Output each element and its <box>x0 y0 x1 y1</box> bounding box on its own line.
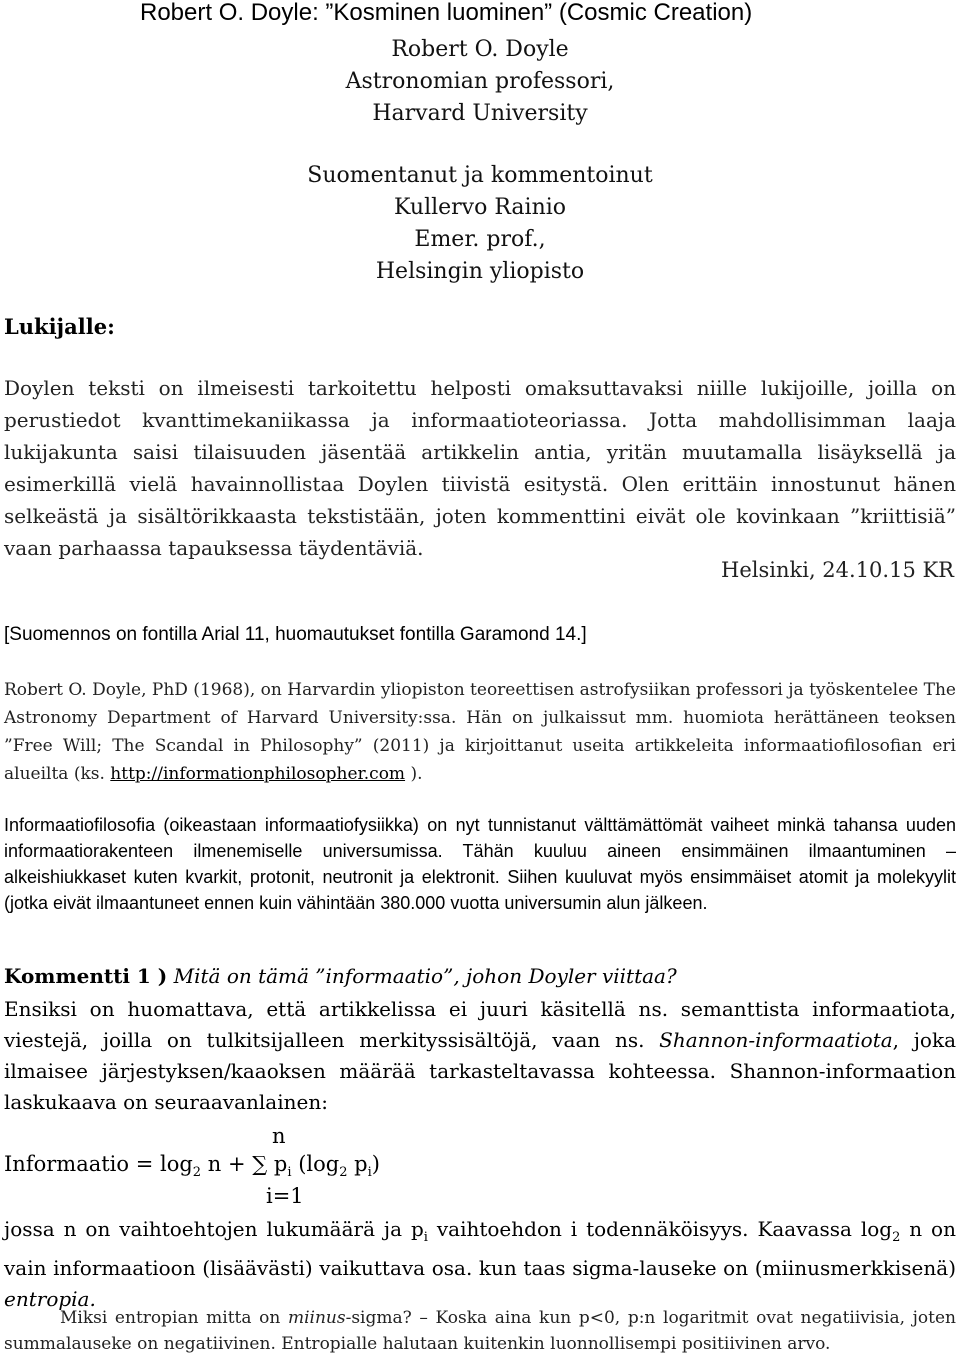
translator-title: Emer. prof., <box>414 227 546 252</box>
document-title: Robert O. Doyle: ”Kosminen luominen” (Cosmic Creation) <box>140 0 753 26</box>
bio-text: Robert O. Doyle, PhD (1968), on Harvardin yliopiston teoreettisen astrofysiikan professori ja työskentelee The Astronomy Department of Harvard University:ssa. Hän on julkaissut mm. huomiota herättäneen teoksen ”Free Will; The Scandal in Philosophy” (2011) ja kirjoittanut useita artikkeleita informaatiofilosofian eri alueilta (ks. <box>4 680 956 784</box>
comment-body <box>4 994 956 1118</box>
translator-name: Kullervo Rainio <box>393 195 567 220</box>
formula-base-2: 2 <box>339 1165 348 1181</box>
comment-heading <box>4 964 677 988</box>
explain-text: jossa n on vaihtoehtojen lukumäärä ja p <box>4 1217 424 1241</box>
formula-explanation <box>4 1214 956 1315</box>
formula-p: p <box>267 1152 288 1176</box>
formula-index-2: i <box>367 1165 372 1181</box>
comment-label: Kommentti 1 ) <box>4 964 168 988</box>
formula-middle: n + <box>201 1152 253 1176</box>
formula-index: i <box>287 1165 292 1181</box>
explain-text-2: vaihtoehdon i todennäköisyys. Kaavassa log <box>427 1217 893 1241</box>
translator-university: Helsingin yliopisto <box>375 259 585 284</box>
sum-upper-limit: n <box>272 1124 286 1148</box>
footnote-text-2: -sigma? – Koska aina kun p<0, p:n logaritmit ovat negatiivisia, joten summalauseke on negatiivinen. Entropialle halutaan kuitenkin luonnollisempi positiivinen arvo. <box>4 1308 956 1354</box>
reader-note-text: Doylen teksti on ilmeisesti tarkoitettu helposti omaksuttavaksi niille lukijoille, joilla on perustiedot kvanttimekaniikassa ja informaatioteoriassa. Jotta mahdollisimman laaja lukijakunta saisi tilaisuuden jäsentää artikkelin antia, yritän muutamalla lisäyksellä ja esimerkillä vielä havainnollistaa Doylen tiivistä esitystä. Olen erittäin innostunut hänen selkeästä ja sisältörikkaasta tekstistään, joten kommenttini eivät ole kovinkaan ”kriittisiä” vaan parhaassa tapauksessa täydentäviä. <box>4 376 956 560</box>
translated-by-label: Suomentanut ja kommentoinut <box>307 163 653 188</box>
reader-note-heading: Lukijalle: <box>4 314 115 339</box>
explain-text-3: n on vain informaatioon (lisäävästi) vaikuttava osa. kun taas sigma-lauseke on (miinusmerkkisenä) <box>4 1217 956 1280</box>
formula-base: 2 <box>192 1165 202 1181</box>
sigma-symbol: ∑ <box>252 1152 268 1176</box>
bio-text-end: ). <box>405 764 423 784</box>
formula-lhs: Informaatio = log <box>4 1152 193 1176</box>
information-philosophy-paragraph: Informaatiofilosofia (oikeastaan informaatiofysiikka) on nyt tunnistanut välttämättömät vaiheet minkä tahansa uuden informaatiorakenteen ilmenemiselle universumissa. Tähän kuuluu aineen ensimmäinen ilmaantuminen – alkeishiukkaset kuten kvarkit, protonit, neutronit ja elektronit. Siihen kuuluvat myös ensimmäiset atomit ja molekyylit (jotka eivät ilmaantuneet ennen kuin vähintään 380.000 vuotta universumin alun jälkeen. <box>4 815 956 913</box>
shannon-formula <box>4 1152 380 1180</box>
explain-italic: entropia. <box>4 1287 96 1311</box>
sum-lower-limit: i=1 <box>266 1184 304 1208</box>
footnote <box>4 1305 956 1357</box>
signature: Helsinki, 24.10.15 KR <box>721 558 954 582</box>
website-link[interactable]: http://informationphilosopher.com <box>110 764 406 784</box>
footnote-italic: miinus <box>287 1308 346 1328</box>
comment-question: Mitä on tämä ”informaatio”, johon Doyler viittaa? <box>173 964 677 988</box>
formula-close: ) <box>371 1152 380 1176</box>
formula-log: (log <box>291 1152 340 1176</box>
explain-sub: i <box>423 1230 428 1245</box>
author-name: Robert O. Doyle <box>391 37 569 62</box>
comment-text-cont: , joka ilmaisee järjestyksen/kaaoksen määrää tarkasteltavassa kohteessa. Shannon-informaation laskukaava on seuraavanlainen: <box>4 1028 957 1114</box>
author-university: Harvard University <box>372 101 588 126</box>
author-bio <box>4 676 956 788</box>
spacer <box>0 130 960 160</box>
comment-italic-term: Shannon-informaatiota <box>659 1028 893 1052</box>
font-note: [Suomennos on fontilla Arial 11, huomautukset fontilla Garamond 14.] <box>4 624 587 645</box>
formula-p-2: p <box>347 1152 368 1176</box>
explain-sub-2: 2 <box>892 1230 901 1245</box>
footnote-text: Miksi entropian mitta on <box>60 1308 288 1328</box>
author-block <box>0 34 960 288</box>
author-position: Astronomian professori, <box>345 69 615 94</box>
comment-text: Ensiksi on huomattava, että artikkelissa ei juuri käsitellä ns. semanttista informaatiota, viestejä, joilla on tulkitsijalleen merkityssisältöjä, vaan ns. <box>4 997 956 1052</box>
